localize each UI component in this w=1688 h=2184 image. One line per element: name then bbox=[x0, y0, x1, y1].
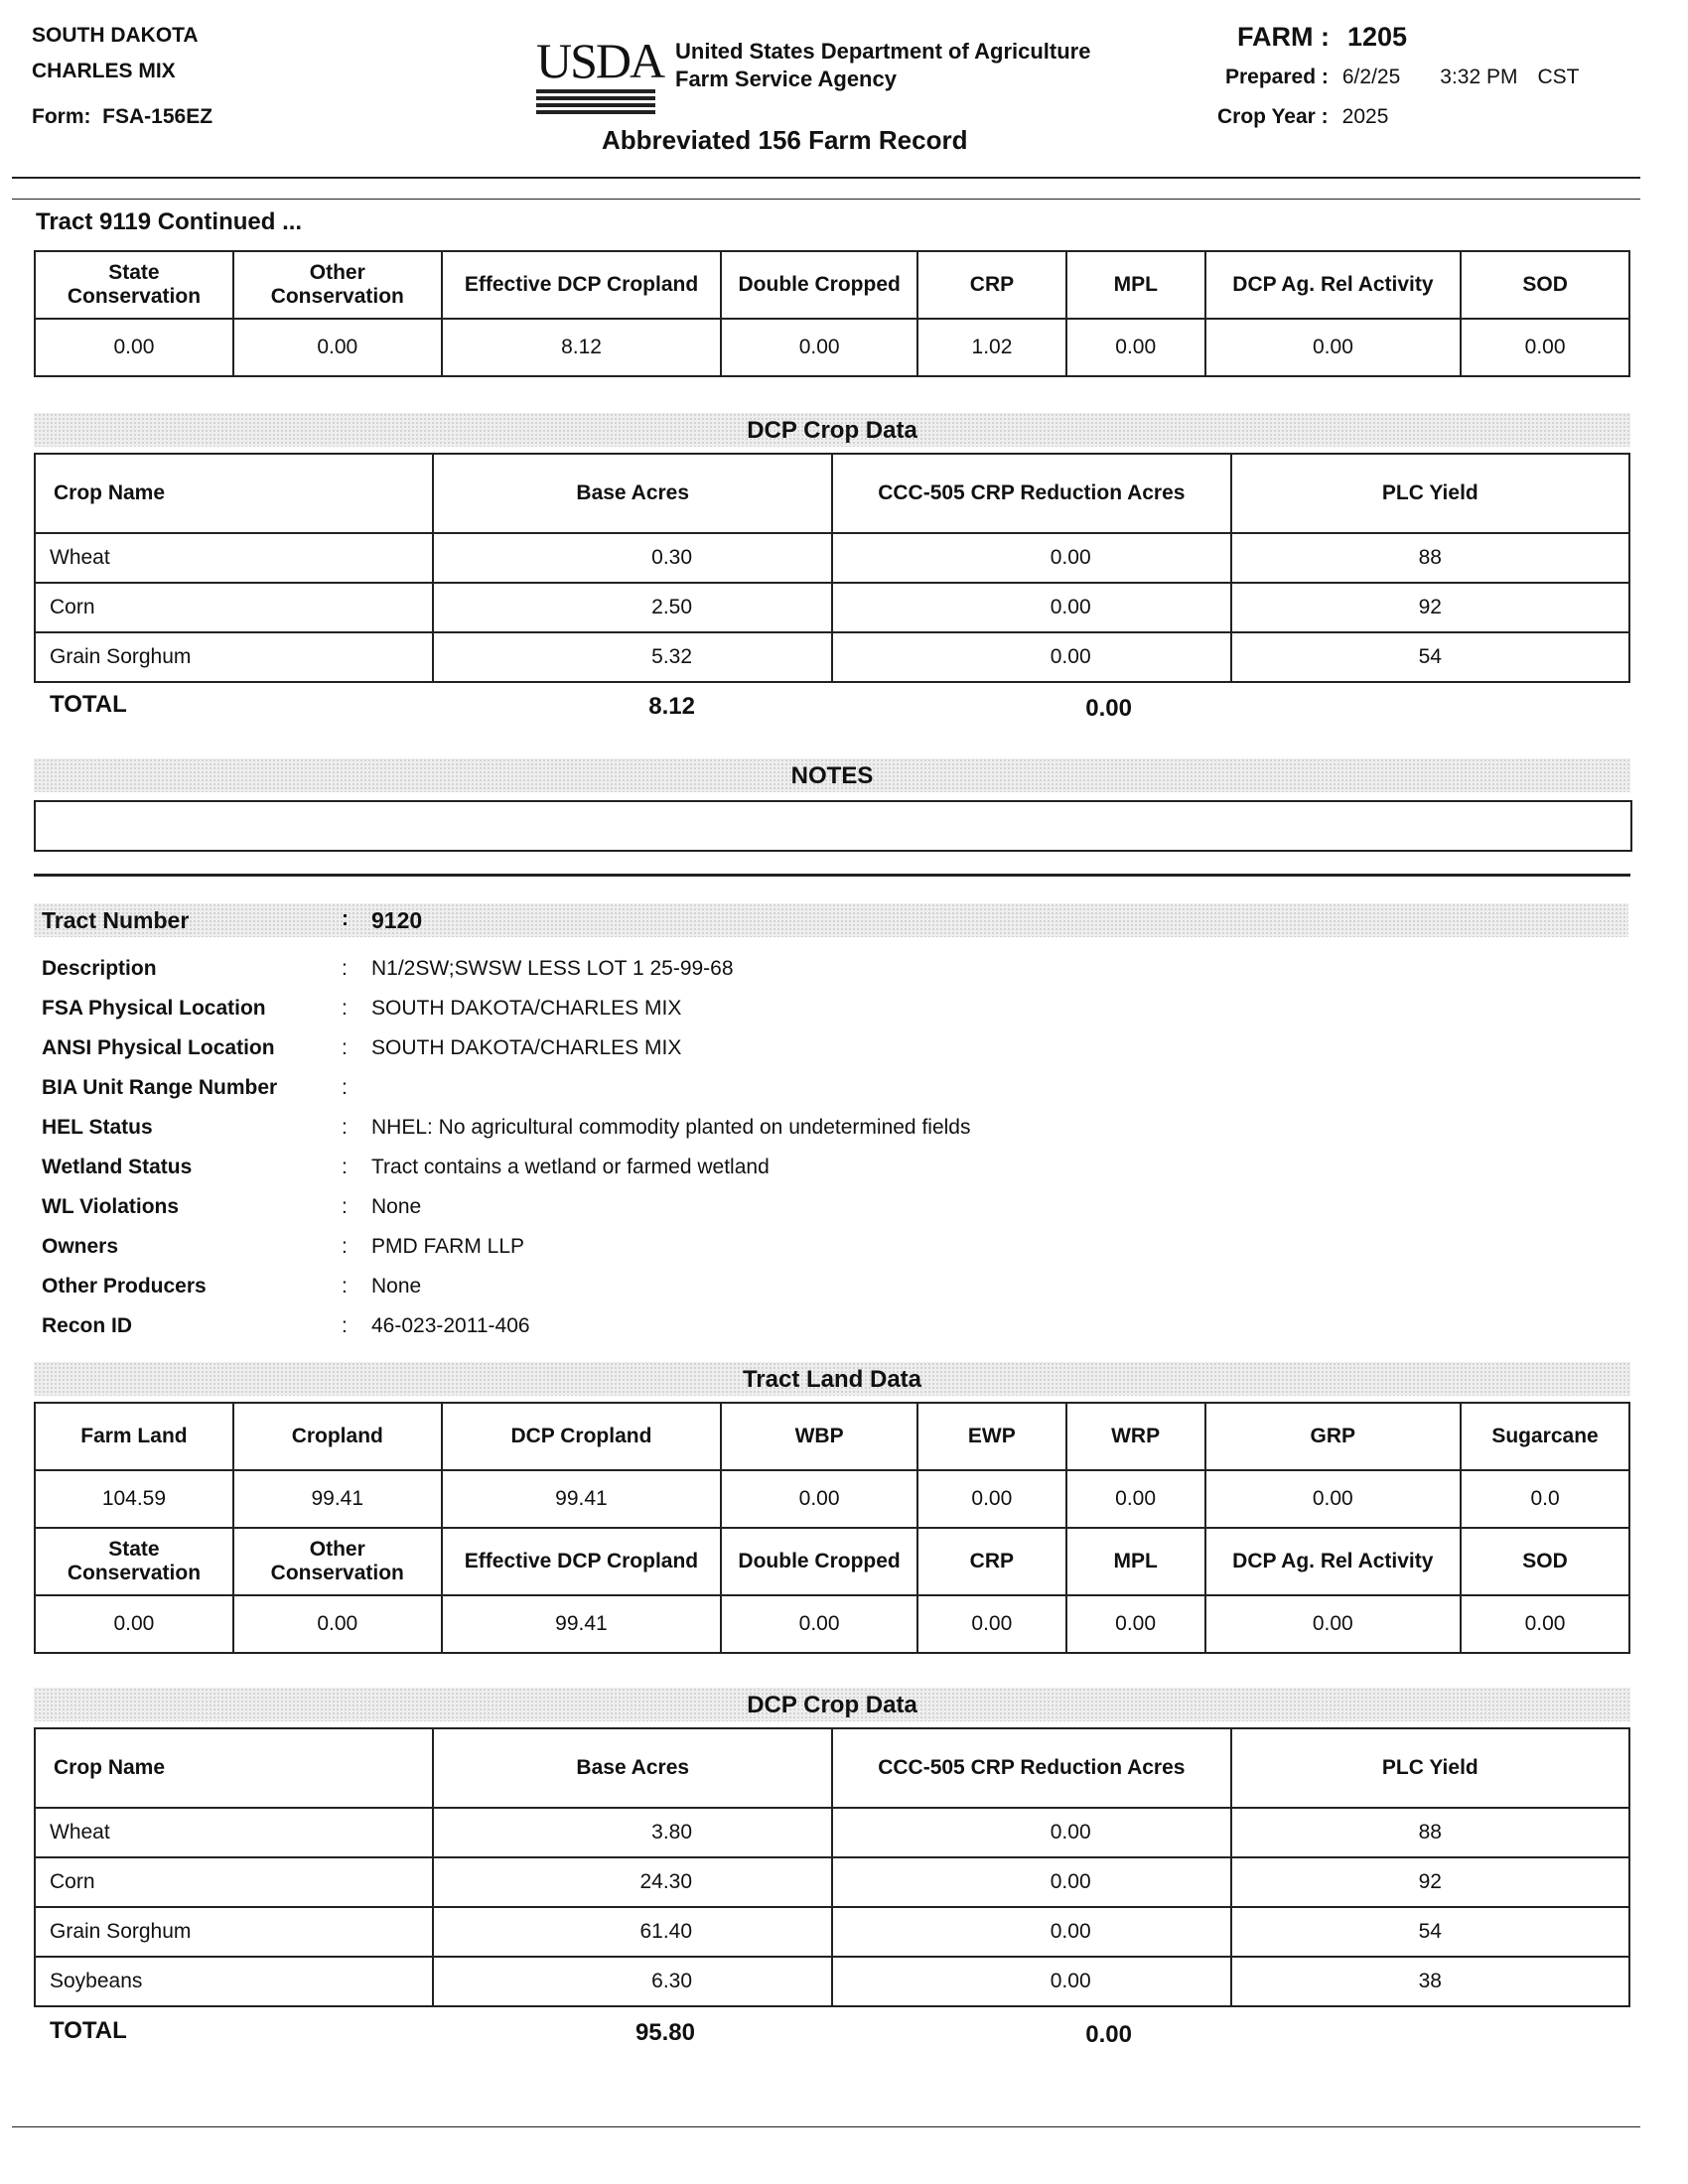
table-cell: 1.02 bbox=[917, 319, 1066, 376]
crop-header-row bbox=[35, 1728, 1629, 1808]
farm-number-line bbox=[1237, 22, 1425, 53]
field-value: PMD FARM LLP bbox=[371, 1235, 525, 1258]
col-header: Base Acres bbox=[433, 1728, 832, 1808]
dcp-crop-data-title-2: DCP Crop Data bbox=[747, 1692, 917, 1718]
plc-yield: 92 bbox=[1231, 583, 1629, 632]
col-header: CRP bbox=[917, 1528, 1066, 1595]
table-row bbox=[35, 1907, 1629, 1957]
table-cell: 0.00 bbox=[721, 1595, 917, 1653]
table-cell: 0.00 bbox=[721, 319, 917, 376]
dcp-crop-data-title: DCP Crop Data bbox=[747, 417, 917, 444]
col-header: MPL bbox=[1066, 251, 1205, 319]
agency-name bbox=[675, 38, 1090, 93]
field-colon: : bbox=[342, 1116, 348, 1139]
table-cell: 0.00 bbox=[1205, 1470, 1462, 1528]
col-header: Other Conservation bbox=[233, 251, 442, 319]
tract-separator-rule bbox=[34, 874, 1630, 877]
prepared-date: 6/2/25 bbox=[1341, 66, 1401, 88]
table-row bbox=[35, 533, 1629, 583]
field-label: WL Violations bbox=[42, 1195, 180, 1218]
tract-number-value: 9120 bbox=[371, 907, 423, 933]
prepared-timezone: CST bbox=[1537, 66, 1580, 88]
form-label: Form: bbox=[32, 105, 91, 128]
header-location bbox=[32, 18, 212, 135]
reduction-acres: 0.00 bbox=[832, 583, 1231, 632]
record-title: Abbreviated 156 Farm Record bbox=[602, 125, 968, 155]
field-value: NHEL: No agricultural commodity planted on undetermined fields bbox=[371, 1116, 971, 1139]
table-cell: 0.00 bbox=[1066, 1595, 1205, 1653]
field-colon: : bbox=[342, 1275, 348, 1297]
base-acres: 61.40 bbox=[433, 1907, 832, 1957]
field-label: Other Producers bbox=[42, 1275, 207, 1297]
plc-yield: 38 bbox=[1231, 1957, 1629, 2006]
land-value-row bbox=[35, 1470, 1629, 1528]
prepared-label: Prepared : bbox=[1225, 66, 1329, 88]
col-header: CCC-505 CRP Reduction Acres bbox=[832, 1728, 1231, 1808]
crop-year-value: 2025 bbox=[1341, 105, 1389, 128]
usda-logo-text: USDA bbox=[536, 33, 664, 88]
reduction-acres: 0.00 bbox=[832, 1857, 1231, 1907]
base-acres: 24.30 bbox=[433, 1857, 832, 1907]
field-label: Wetland Status bbox=[42, 1156, 193, 1178]
total-reduction-acres-2: 0.00 bbox=[1085, 2021, 1132, 2048]
table-cell: 99.41 bbox=[442, 1470, 722, 1528]
field-label: HEL Status bbox=[42, 1116, 153, 1139]
col-header: CRP bbox=[917, 251, 1066, 319]
plc-yield: 92 bbox=[1231, 1857, 1629, 1907]
table-row bbox=[35, 583, 1629, 632]
field-colon: : bbox=[342, 1156, 348, 1178]
table-cell: 8.12 bbox=[442, 319, 722, 376]
field-colon: : bbox=[342, 997, 348, 1020]
table-cell: 0.00 bbox=[1205, 319, 1462, 376]
col-header: Base Acres bbox=[433, 454, 832, 533]
table-cell: 0.00 bbox=[917, 1595, 1066, 1653]
field-label: FSA Physical Location bbox=[42, 997, 266, 1020]
table-cell: 0.00 bbox=[233, 1595, 442, 1653]
col-header: PLC Yield bbox=[1231, 454, 1629, 533]
crop-header-row bbox=[35, 454, 1629, 533]
notes-box bbox=[34, 800, 1632, 852]
table-cell: 0.00 bbox=[233, 319, 442, 376]
table-cell: 0.00 bbox=[721, 1470, 917, 1528]
crop-name: Grain Sorghum bbox=[35, 632, 433, 682]
crop-name: Corn bbox=[35, 583, 433, 632]
field-colon: : bbox=[342, 957, 348, 980]
col-header: Other Conservation bbox=[233, 1528, 442, 1595]
agency-line-1: United States Department of Agriculture bbox=[675, 39, 1091, 64]
tract-9119-crop-table bbox=[34, 453, 1630, 683]
field-value: None bbox=[371, 1275, 422, 1297]
prepared-time: 3:32 PM bbox=[1440, 66, 1518, 88]
field-value: N1/2SW;SWSW LESS LOT 1 25-99-68 bbox=[371, 957, 734, 980]
col-header: Effective DCP Cropland bbox=[442, 251, 722, 319]
crop-year-label: Crop Year : bbox=[1217, 105, 1329, 128]
field-colon: : bbox=[342, 1195, 348, 1218]
field-value: Tract contains a wetland or farmed wetland bbox=[371, 1156, 770, 1178]
total-reduction-acres: 0.00 bbox=[1085, 695, 1132, 722]
col-header: SOD bbox=[1461, 1528, 1629, 1595]
col-header: MPL bbox=[1066, 1528, 1205, 1595]
land-header-row bbox=[35, 1528, 1629, 1595]
table-row bbox=[35, 1957, 1629, 2006]
table-cell: 0.00 bbox=[917, 1470, 1066, 1528]
total-label-2: TOTAL bbox=[50, 2017, 127, 2044]
plc-yield: 88 bbox=[1231, 1808, 1629, 1857]
field-colon: : bbox=[342, 907, 349, 930]
footer-rule bbox=[12, 2126, 1640, 2127]
table-cell: 0.00 bbox=[1205, 1595, 1462, 1653]
col-header: GRP bbox=[1205, 1403, 1462, 1470]
table-cell: 99.41 bbox=[442, 1595, 722, 1653]
crop-name: Soybeans bbox=[35, 1957, 433, 2006]
field-label: ANSI Physical Location bbox=[42, 1036, 275, 1059]
farm-label: FARM : bbox=[1237, 22, 1330, 52]
col-header: CCC-505 CRP Reduction Acres bbox=[832, 454, 1231, 533]
table-row bbox=[35, 1857, 1629, 1907]
land-value-row bbox=[35, 1595, 1629, 1653]
base-acres: 3.80 bbox=[433, 1808, 832, 1857]
crop-name: Corn bbox=[35, 1857, 433, 1907]
base-acres: 0.30 bbox=[433, 533, 832, 583]
col-header: DCP Ag. Rel Activity bbox=[1205, 251, 1462, 319]
table-cell: 104.59 bbox=[35, 1470, 233, 1528]
table-row bbox=[35, 1808, 1629, 1857]
table-cell: 99.41 bbox=[233, 1470, 442, 1528]
table-cell: 0.0 bbox=[1461, 1470, 1629, 1528]
tract-9120-crop-table bbox=[34, 1727, 1630, 2007]
total-base-acres-2: 95.80 bbox=[634, 2019, 695, 2046]
field-colon: : bbox=[342, 1235, 348, 1258]
table-row bbox=[35, 632, 1629, 682]
tract-number-band bbox=[34, 903, 1628, 937]
notes-title: NOTES bbox=[790, 762, 874, 789]
plc-yield: 88 bbox=[1231, 533, 1629, 583]
col-header: Farm Land bbox=[35, 1403, 233, 1470]
land-header-row bbox=[35, 1403, 1629, 1470]
table-cell: 0.00 bbox=[1461, 319, 1629, 376]
col-header: WRP bbox=[1066, 1403, 1205, 1470]
field-label: Recon ID bbox=[42, 1314, 133, 1337]
col-header: EWP bbox=[917, 1403, 1066, 1470]
reduction-acres: 0.00 bbox=[832, 1808, 1231, 1857]
plc-yield: 54 bbox=[1231, 1907, 1629, 1957]
total-label: TOTAL bbox=[50, 691, 127, 718]
reduction-acres: 0.00 bbox=[832, 533, 1231, 583]
col-header: Cropland bbox=[233, 1403, 442, 1470]
prepared-line bbox=[1225, 66, 1579, 89]
farm-number: 1205 bbox=[1346, 22, 1408, 52]
field-value: 46-023-2011-406 bbox=[371, 1314, 530, 1337]
reduction-acres: 0.00 bbox=[832, 1907, 1231, 1957]
field-colon: : bbox=[342, 1314, 348, 1337]
col-header: DCP Ag. Rel Activity bbox=[1205, 1528, 1462, 1595]
field-label: Tract Number bbox=[42, 907, 190, 933]
field-label: Owners bbox=[42, 1235, 119, 1258]
col-header: Crop Name bbox=[35, 454, 433, 533]
agency-line-2: Farm Service Agency bbox=[675, 67, 897, 91]
usda-logo bbox=[536, 33, 664, 119]
land-header-row bbox=[35, 251, 1629, 319]
col-header: Effective DCP Cropland bbox=[442, 1528, 722, 1595]
crop-year-line bbox=[1217, 105, 1388, 129]
table-cell: 0.00 bbox=[35, 1595, 233, 1653]
col-header: WBP bbox=[721, 1403, 917, 1470]
reduction-acres: 0.00 bbox=[832, 1957, 1231, 2006]
table-cell: 0.00 bbox=[1066, 319, 1205, 376]
form-id bbox=[32, 99, 212, 135]
crop-name: Wheat bbox=[35, 1808, 433, 1857]
col-header: State Conservation bbox=[35, 251, 233, 319]
field-value: None bbox=[371, 1195, 422, 1218]
col-header: PLC Yield bbox=[1231, 1728, 1629, 1808]
header-rule-bottom bbox=[12, 199, 1640, 200]
land-value-row bbox=[35, 319, 1629, 376]
form-value: FSA-156EZ bbox=[102, 105, 213, 128]
base-acres: 6.30 bbox=[433, 1957, 832, 2006]
state-name: SOUTH DAKOTA bbox=[32, 24, 199, 47]
field-label: BIA Unit Range Number bbox=[42, 1076, 278, 1099]
table-cell: 0.00 bbox=[1461, 1595, 1629, 1653]
table-cell: 0.00 bbox=[1066, 1470, 1205, 1528]
table-cell: 0.00 bbox=[35, 319, 233, 376]
base-acres: 5.32 bbox=[433, 632, 832, 682]
tract-9119-land-table bbox=[34, 250, 1630, 377]
field-colon: : bbox=[342, 1036, 348, 1059]
base-acres: 2.50 bbox=[433, 583, 832, 632]
col-header: Crop Name bbox=[35, 1728, 433, 1808]
reduction-acres: 0.00 bbox=[832, 632, 1231, 682]
crop-name: Wheat bbox=[35, 533, 433, 583]
field-label: Description bbox=[42, 957, 157, 980]
field-value: SOUTH DAKOTA/CHARLES MIX bbox=[371, 1036, 682, 1059]
col-header: Sugarcane bbox=[1461, 1403, 1629, 1470]
tract-continued-title: Tract 9119 Continued ... bbox=[36, 208, 303, 235]
plc-yield: 54 bbox=[1231, 632, 1629, 682]
county-name: CHARLES MIX bbox=[32, 60, 176, 82]
field-colon: : bbox=[342, 1076, 348, 1099]
total-base-acres: 8.12 bbox=[648, 693, 695, 720]
usda-logo-bars bbox=[536, 89, 657, 114]
header-rule-top bbox=[12, 177, 1640, 179]
col-header: SOD bbox=[1461, 251, 1629, 319]
tract-9120-land-table bbox=[34, 1402, 1630, 1654]
col-header: DCP Cropland bbox=[442, 1403, 722, 1470]
col-header: State Conservation bbox=[35, 1528, 233, 1595]
crop-name: Grain Sorghum bbox=[35, 1907, 433, 1957]
col-header: Double Cropped bbox=[721, 1528, 917, 1595]
col-header: Double Cropped bbox=[721, 251, 917, 319]
tract-land-data-title: Tract Land Data bbox=[742, 1366, 922, 1393]
field-value: SOUTH DAKOTA/CHARLES MIX bbox=[371, 997, 682, 1020]
